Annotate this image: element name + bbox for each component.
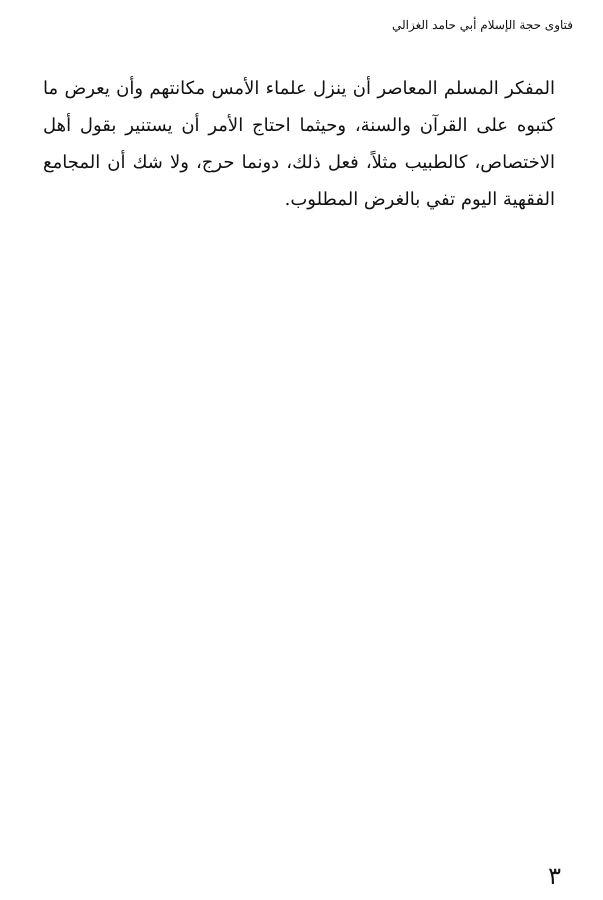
page-number: ٣ <box>548 862 561 890</box>
running-header: فتاوى حجة الإسلام أبي حامد الغزالي <box>391 18 573 32</box>
page-body <box>43 70 555 218</box>
body-paragraph: المفكر المسلم المعاصر أن ينزل علماء الأمس مكانتهم وأن يعرض ما كتبوه على القرآن والسنة، وحيثما احتاج الأمر أن يستنير بقول أهل الاختصاص، كالطبيب مثلاً، فعل ذلك، دونما حرج، ولا شك أن المجامع الفقهية اليوم تفي بالغرض المطلوب. <box>43 78 555 210</box>
